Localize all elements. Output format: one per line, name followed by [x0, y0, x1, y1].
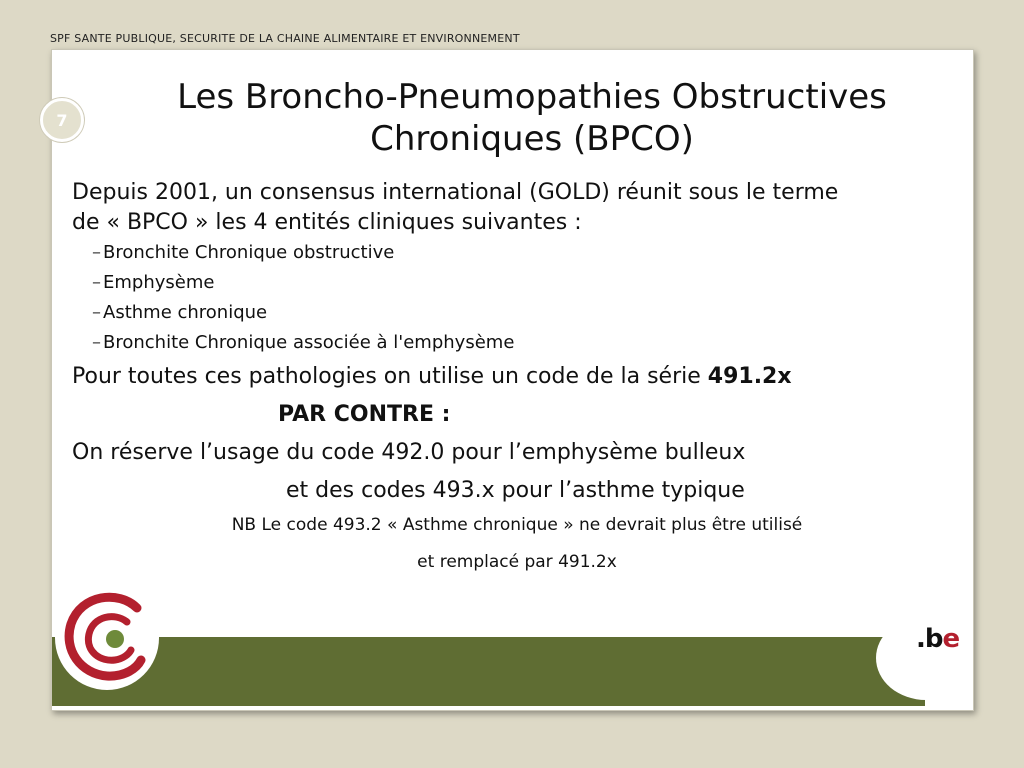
intro-line-1: Depuis 2001, un consensus international (GOLD) réunit sous le terme: [72, 180, 839, 205]
title-line-2: Chroniques (BPCO): [370, 119, 694, 159]
footer-band: [52, 637, 925, 710]
series-text: Pour toutes ces pathologies on utilise un code de la série: [72, 364, 708, 389]
list-item: [72, 268, 962, 298]
list-item: [72, 328, 962, 358]
bullet-dash: –: [92, 272, 101, 293]
be-logo-dot-b: .b: [916, 624, 943, 654]
bullet-dash: –: [92, 302, 101, 323]
nb-note-line-2: et remplacé par 491.2x: [417, 552, 617, 572]
title-line-1: Les Broncho-Pneumopathies Obstructives: [177, 77, 887, 117]
reserve-line: On réserve l’usage du code 492.0 pour l’emphysème bulleux: [72, 440, 746, 465]
series-code: 491.2x: [707, 364, 792, 389]
list-item-text: Bronchite Chronique associée à l'emphysème: [103, 332, 515, 353]
slide-title: [152, 76, 912, 160]
slide: [51, 49, 974, 711]
bottom-strip: [52, 706, 973, 710]
slide-content: [72, 178, 962, 584]
page-number-badge: 7: [40, 98, 84, 142]
list-item-text: Bronchite Chronique obstructive: [103, 242, 395, 263]
list-item-text: Asthme chronique: [103, 302, 268, 323]
bullet-dash: –: [92, 332, 101, 353]
par-contre-heading: PAR CONTRE :: [278, 402, 451, 427]
nb-note-line-1: NB Le code 493.2 « Asthme chronique » ne devrait plus être utilisé: [231, 515, 803, 535]
be-logo: [916, 624, 959, 654]
bullet-dash: –: [92, 242, 101, 263]
logo-swirl-icon: [55, 586, 159, 690]
intro-line-2: de « BPCO » les 4 entités cliniques suivantes :: [72, 210, 582, 235]
series-line: [72, 358, 962, 396]
organization-logo: [55, 586, 159, 690]
list-item-text: Emphysème: [103, 272, 215, 293]
list-item: [72, 238, 962, 268]
organization-header: SPF SANTE PUBLIQUE, SECURITE DE LA CHAINE ALIMENTAIRE ET ENVIRONNEMENT: [50, 32, 520, 45]
be-logo-e: e: [942, 624, 960, 654]
codes-line: et des codes 493.x pour l’asthme typique: [286, 478, 745, 503]
list-item: [72, 298, 962, 328]
